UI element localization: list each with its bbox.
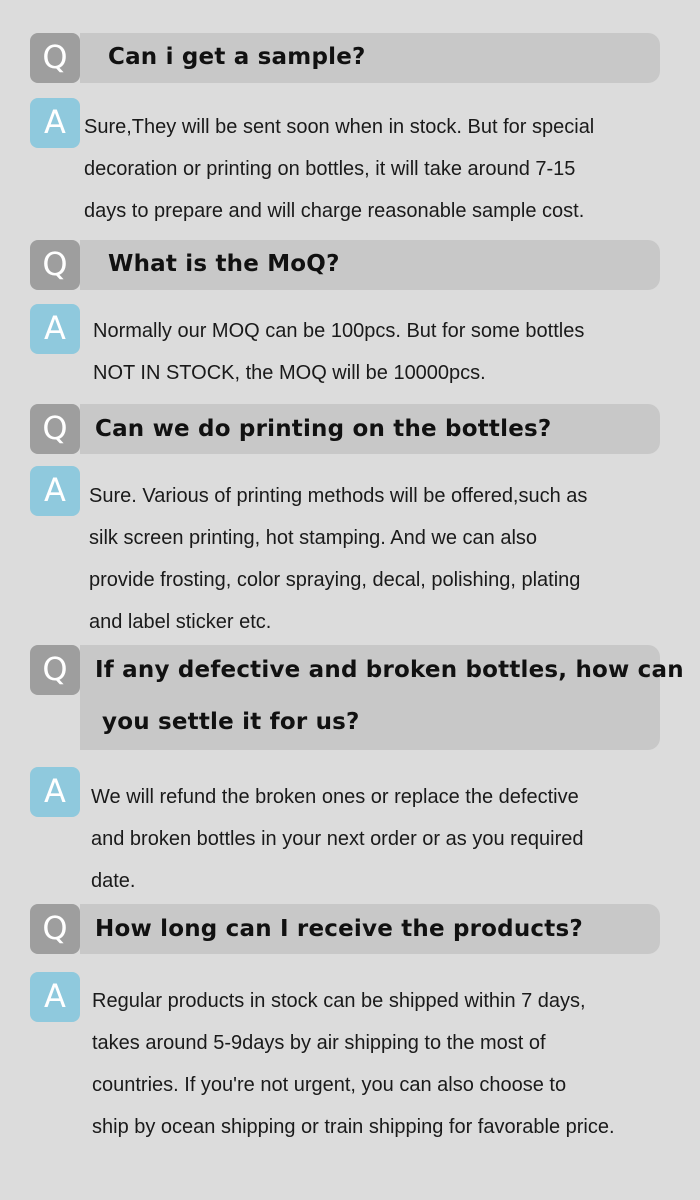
answer-line: Sure,They will be sent soon when in stock. But for special bbox=[84, 116, 595, 138]
answer-line: Normally our MOQ can be 100pcs. But for some bottles bbox=[93, 320, 585, 342]
answer-line: countries. If you're not urgent, you can also choose to bbox=[92, 1074, 567, 1096]
answer-line: Sure. Various of printing methods will be offered,such as bbox=[89, 485, 588, 507]
question-text: Can we do printing on the bottles? bbox=[95, 416, 552, 442]
question-text: How long can I receive the products? bbox=[95, 916, 583, 942]
q-badge: Q bbox=[30, 33, 80, 83]
faq-question-2 bbox=[30, 240, 660, 290]
answer-line: ship by ocean shipping or train shipping for favorable price. bbox=[92, 1116, 615, 1138]
q-badge: Q bbox=[30, 404, 80, 454]
answer-line: days to prepare and will charge reasonable sample cost. bbox=[84, 200, 585, 222]
answer-line: Regular products in stock can be shipped within 7 days, bbox=[92, 990, 586, 1012]
faq-question-4 bbox=[30, 645, 684, 750]
answer-line: takes around 5-9days by air shipping to the most of bbox=[92, 1032, 546, 1054]
answer-line: silk screen printing, hot stamping. And we can also bbox=[89, 527, 538, 549]
question-text: Can i get a sample? bbox=[108, 44, 366, 70]
question-text: What is the MoQ? bbox=[108, 251, 340, 277]
faq-question-3 bbox=[30, 404, 660, 454]
question-text: you settle it for us? bbox=[102, 709, 360, 735]
answer-line: and label sticker etc. bbox=[89, 611, 272, 633]
faq-question-1 bbox=[30, 33, 660, 83]
question-text: If any defective and broken bottles, how can bbox=[95, 657, 684, 683]
answer-line: date. bbox=[91, 870, 136, 892]
faq-question-5 bbox=[30, 904, 660, 954]
answer-line: NOT IN STOCK, the MOQ will be 10000pcs. bbox=[93, 362, 486, 384]
q-badge: Q bbox=[30, 240, 80, 290]
a-badge: A bbox=[30, 304, 80, 354]
a-badge: A bbox=[30, 466, 80, 516]
q-badge: Q bbox=[30, 645, 80, 695]
a-badge: A bbox=[30, 972, 80, 1022]
answer-line: We will refund the broken ones or replace the defective bbox=[91, 786, 579, 808]
answer-line: and broken bottles in your next order or as you required bbox=[91, 828, 584, 850]
a-badge: A bbox=[30, 98, 80, 148]
answer-line: decoration or printing on bottles, it will take around 7-15 bbox=[84, 158, 576, 180]
answer-line: provide frosting, color spraying, decal, polishing, plating bbox=[89, 569, 581, 591]
a-badge: A bbox=[30, 767, 80, 817]
q-badge: Q bbox=[30, 904, 80, 954]
